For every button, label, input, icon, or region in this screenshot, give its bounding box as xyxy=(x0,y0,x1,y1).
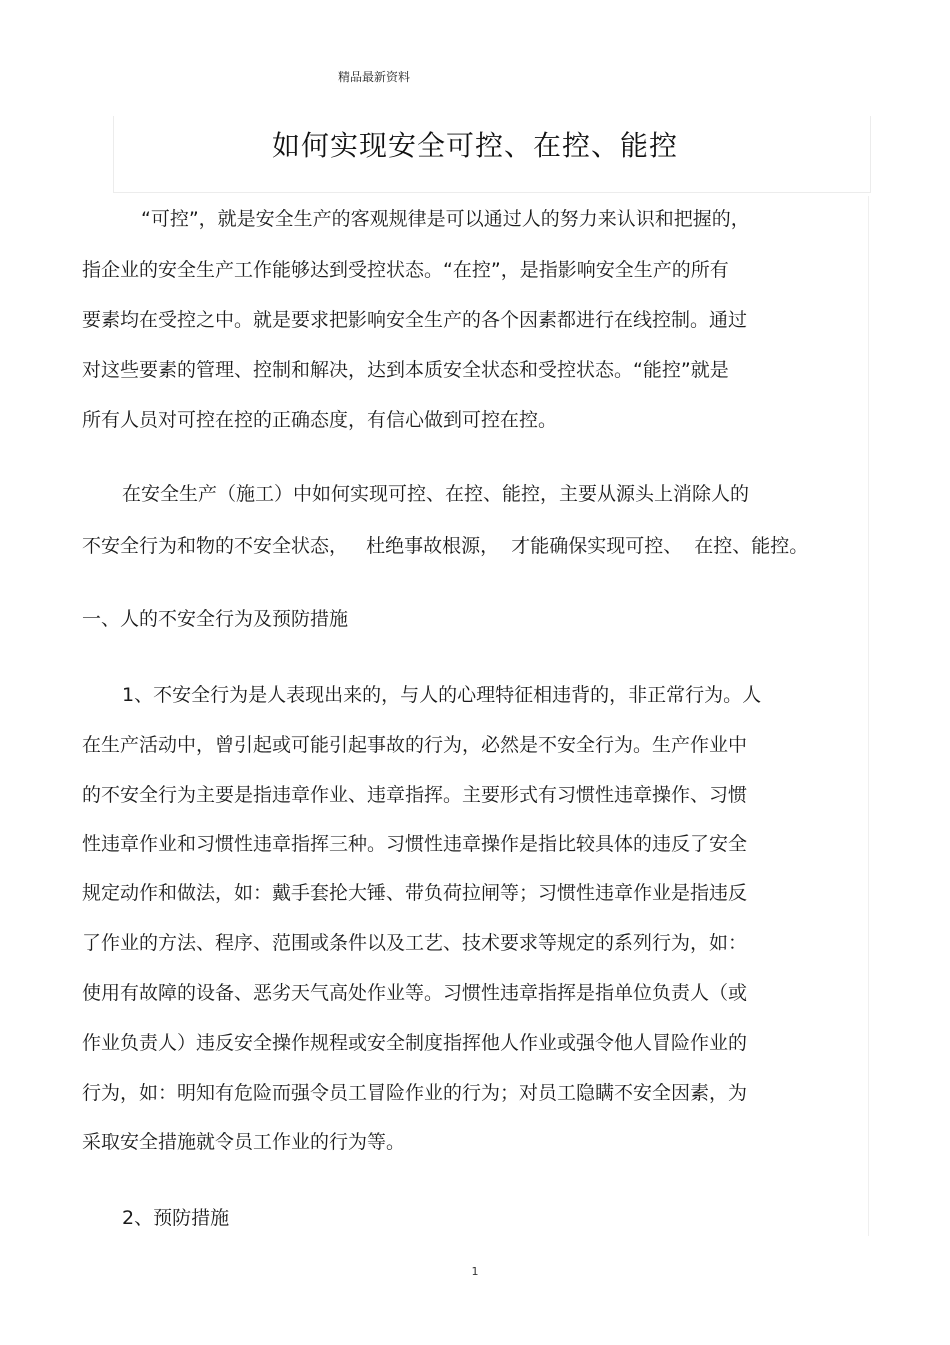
text-line: 所有人员对可控在控的正确态度，有信心做到可控在控。 xyxy=(82,409,558,431)
text-line: 行为，如：明知有危险而强令员工冒险作业的行为；对员工隐瞒不安全因素，为 xyxy=(82,1082,748,1104)
text-line: 不安全行为和物的不安全状态， 杜绝事故根源， 才能确保实现可控、 在控、能控。 xyxy=(82,535,809,557)
page-number: 1 xyxy=(471,1265,479,1278)
document-title: 如何实现安全可控、在控、能控 xyxy=(271,129,678,162)
text-line: 对这些要素的管理、控制和解决，达到本质安全状态和受控状态。“能控”就是 xyxy=(82,359,729,381)
text-line: 在生产活动中，曾引起或可能引起事故的行为，必然是不安全行为。生产作业中 xyxy=(82,734,748,756)
right-margin-rule xyxy=(868,196,869,1236)
text-line: 在安全生产（施工）中如何实现可控、在控、能控，主要从源头上消除人的 xyxy=(122,483,750,505)
text-line: 一、人的不安全行为及预防措施 xyxy=(82,608,349,630)
header-note: 精品最新资料 xyxy=(338,70,411,84)
text-line: 了作业的方法、程序、范围或条件以及工艺、技术要求等规定的系列行为，如： xyxy=(82,932,748,954)
text-line: 要素均在受控之中。就是要求把影响安全生产的各个因素都进行在线控制。通过 xyxy=(82,309,748,331)
text-line: 规定动作和做法，如：戴手套抡大锤、带负荷拉闸等；习惯性违章作业是指违反 xyxy=(82,882,748,904)
text-line: 指企业的安全生产工作能够达到受控状态。“在控”，是指影响安全生产的所有 xyxy=(82,259,729,281)
text-line: 采取安全措施就令员工作业的行为等。 xyxy=(82,1131,406,1153)
text-line: 2、预防措施 xyxy=(122,1207,230,1229)
text-line: “可控”，就是安全生产的客观规律是可以通过人的努力来认识和把握的， xyxy=(141,208,750,230)
text-line: 性违章作业和习惯性违章指挥三种。习惯性违章操作是指比较具体的违反了安全 xyxy=(82,833,748,855)
text-line: 作业负责人）违反安全操作规程或安全制度指挥他人作业或强令他人冒险作业的 xyxy=(82,1032,748,1054)
text-line: 的不安全行为主要是指违章作业、违章指挥。主要形式有习惯性违章操作、习惯 xyxy=(82,784,748,806)
text-line: 1、不安全行为是人表现出来的，与人的心理特征相违背的，非正常行为。人 xyxy=(122,684,762,706)
text-line: 使用有故障的设备、恶劣天气高处作业等。习惯性违章指挥是指单位负责人（或 xyxy=(82,982,748,1004)
